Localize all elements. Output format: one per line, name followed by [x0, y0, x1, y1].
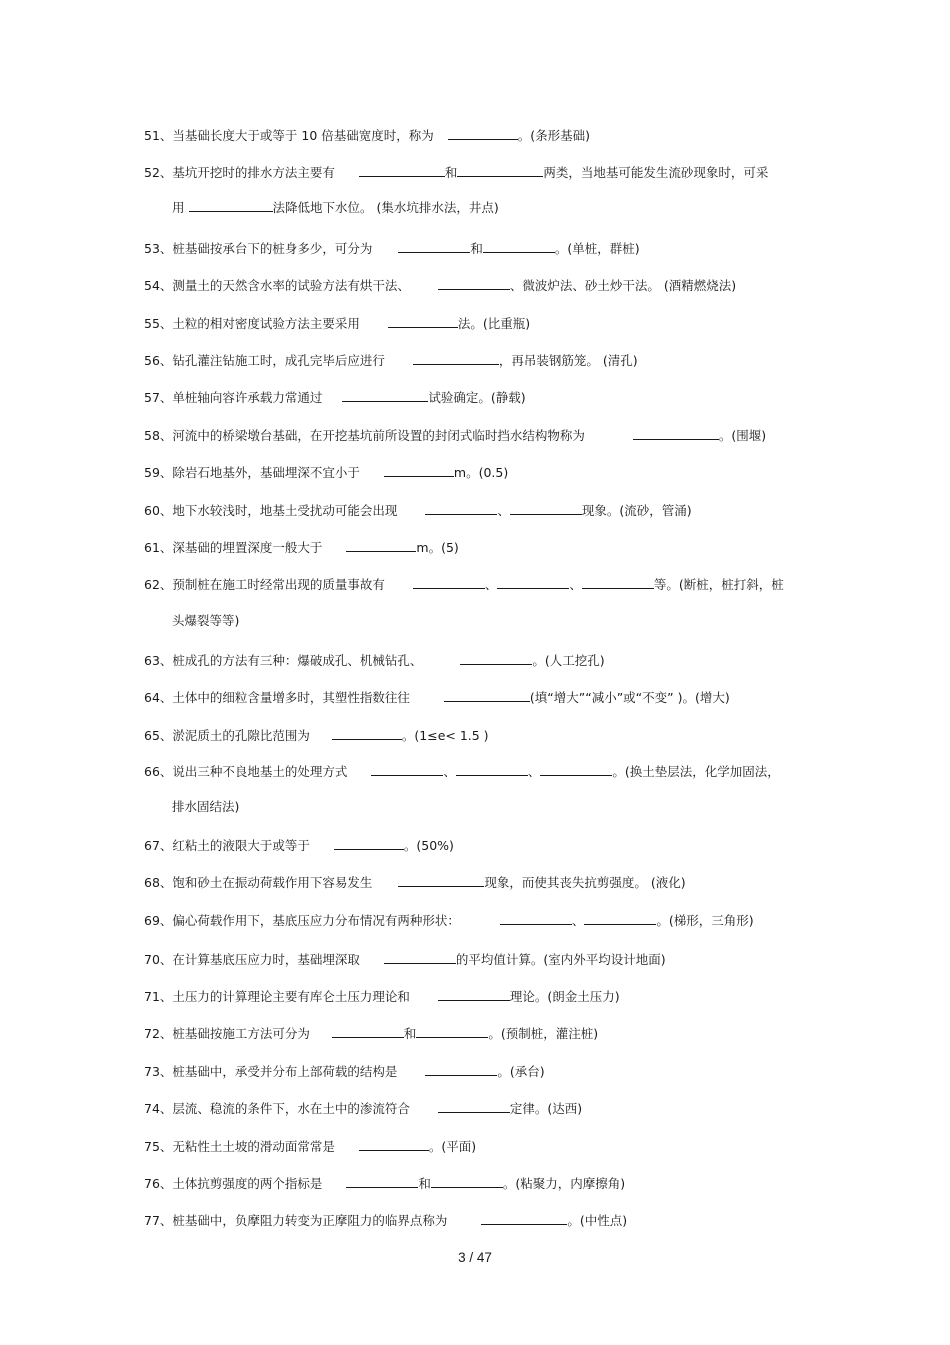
- answer-blank: [413, 577, 485, 589]
- question-54: 54、测量土的天然含水率的试验方法有烘干法、 、微波炉法、砂土炒干法。 (酒精燃烧法): [144, 278, 737, 293]
- question-77: 77、桩基础中，负摩阻力转变为正摩阻力的临界点称为 。(中性点): [144, 1213, 628, 1228]
- question-60: 60、地下水较浅时，地基土受扰动可能会出现 、 现象。(流砂，管涌): [144, 503, 692, 518]
- answer-blank: [633, 428, 719, 440]
- answer-blank: [346, 1176, 418, 1188]
- question-67: 67、红粘土的液限大于或等于 。(50%): [144, 838, 454, 853]
- question-72: 72、桩基础按施工方法可分为 和 。(预制桩，灌注桩): [144, 1026, 599, 1041]
- answer-blank: [425, 503, 497, 515]
- answer-blank: [342, 390, 428, 402]
- answer-blank: [416, 1026, 488, 1038]
- answer-blank: [497, 577, 569, 589]
- question-65: 65、淤泥质土的孔隙比范围为 。(1≤e< 1.5 ): [144, 728, 489, 743]
- answer-blank: [481, 1213, 567, 1225]
- question-66-continued: 排水固结法): [172, 799, 240, 814]
- answer-blank: [582, 577, 654, 589]
- answer-blank: [500, 913, 572, 925]
- page-number: 3 / 47: [458, 1250, 492, 1265]
- question-66: 66、说出三种不良地基土的处理方式 、 、 。(换土垫层法，化学加固法，: [144, 764, 780, 779]
- answer-blank: [346, 540, 416, 552]
- question-75: 75、无粘性土土坡的滑动面常常是 。(平面): [144, 1139, 477, 1154]
- answer-blank: [384, 465, 454, 477]
- answer-blank: [510, 503, 582, 515]
- answer-blank: [388, 316, 458, 328]
- answer-blank: [371, 764, 443, 776]
- answer-blank: [438, 278, 510, 290]
- question-73: 73、桩基础中，承受并分布上部荷载的结构是 。(承台): [144, 1064, 545, 1079]
- question-76: 76、土体抗剪强度的两个指标是 和 。(粘聚力，内摩擦角): [144, 1176, 626, 1191]
- answer-blank: [413, 353, 499, 365]
- answer-blank: [438, 1101, 510, 1113]
- answer-blank: [359, 1139, 429, 1151]
- answer-blank: [332, 728, 402, 740]
- question-58: 58、河流中的桥梁墩台基础，在开挖基坑前所设置的封闭式临时挡水结构物称为 。(围堰): [144, 428, 767, 443]
- question-53: 53、桩基础按承台下的桩身多少，可分为 和 。(单桩，群桩): [144, 241, 640, 256]
- answer-blank: [457, 165, 543, 177]
- question-59: 59、除岩石地基外，基础埋深不宜小于 m。(0.5): [144, 465, 509, 480]
- question-56: 56、钻孔灌注钻施工时，成孔完毕后应进行 ，再吊装钢筋笼。 (清孔): [144, 353, 638, 368]
- question-61: 61、深基础的埋置深度一般大于 m。(5): [144, 540, 459, 555]
- answer-blank: [456, 764, 528, 776]
- question-62-continued: 头爆裂等等): [172, 613, 240, 628]
- answer-blank: [431, 1176, 503, 1188]
- question-70: 70、在计算基底压应力时，基础埋深取 的平均值计算。(室内外平均设计地面): [144, 952, 666, 967]
- answer-blank: [584, 913, 656, 925]
- question-68: 68、饱和砂土在振动荷载作用下容易发生 现象，而使其丧失抗剪强度。 (液化): [144, 875, 686, 890]
- answer-blank: [540, 764, 612, 776]
- answer-blank: [398, 875, 484, 887]
- answer-blank: [384, 952, 456, 964]
- answer-blank: [359, 165, 445, 177]
- answer-blank: [448, 128, 518, 140]
- question-71: 71、土压力的计算理论主要有库仑土压力理论和 理论。(朗金土压力): [144, 989, 620, 1004]
- question-74: 74、层流、稳流的条件下，水在土中的渗流符合 定律。(达西): [144, 1101, 583, 1116]
- question-69: 69、偏心荷载作用下，基底压应力分布情况有两种形状： 、 。(梯形，三角形): [144, 913, 754, 928]
- question-52-continued: 用 法降低地下水位。 (集水坑排水法，井点): [172, 200, 499, 215]
- answer-blank: [460, 653, 532, 665]
- question-51: 51、当基础长度大于或等于 10 倍基础宽度时，称为 。(条形基础): [144, 128, 590, 143]
- answer-blank: [334, 838, 404, 850]
- question-63: 63、桩成孔的方法有三种：爆破成孔、机械钻孔、 。(人工挖孔): [144, 653, 605, 668]
- question-52: 52、基坑开挖时的排水方法主要有 和 两类，当地基可能发生流砂现象时，可采: [144, 165, 769, 180]
- question-57: 57、单桩轴向容许承载力常通过 试验确定。(静载): [144, 390, 526, 405]
- answer-blank: [483, 241, 555, 253]
- answer-blank: [189, 200, 273, 212]
- answer-blank: [438, 989, 510, 1001]
- question-62: 62、预制桩在施工时经常出现的质量事故有 、 、 等。(断桩，桩打斜，桩: [144, 577, 784, 592]
- answer-blank: [398, 241, 470, 253]
- question-64: 64、土体中的细粒含量增多时，其塑性指数往往 (填“增大”“减小”或“不变” )。(增大): [144, 690, 730, 705]
- question-55: 55、土粒的相对密度试验方法主要采用 法。(比重瓶): [144, 316, 531, 331]
- answer-blank: [332, 1026, 404, 1038]
- answer-blank: [425, 1064, 497, 1076]
- answer-blank: [444, 690, 530, 702]
